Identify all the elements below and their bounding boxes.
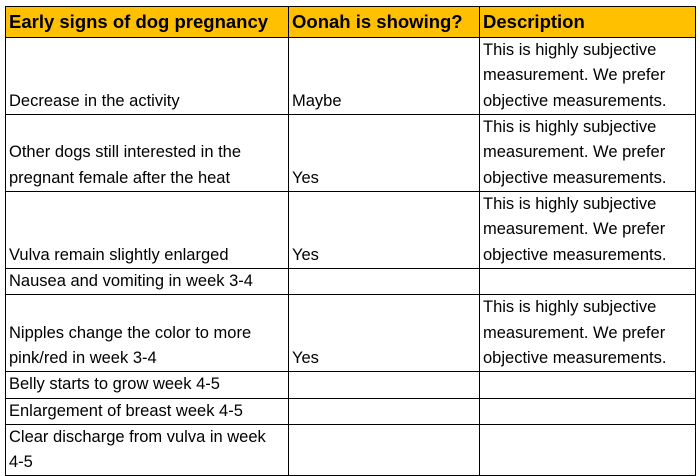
table-row bbox=[6, 192, 696, 269]
description-text: measurement. We prefer bbox=[483, 66, 666, 85]
sign-cell bbox=[6, 269, 289, 295]
description-cell bbox=[480, 192, 696, 269]
description-text: objective measurements. bbox=[483, 245, 667, 264]
description-text: This is highly subjective bbox=[483, 298, 657, 317]
sign-cell bbox=[6, 398, 289, 424]
description-text: measurement. We prefer bbox=[483, 143, 666, 162]
description-text: measurement. We prefer bbox=[483, 323, 666, 342]
header-row bbox=[6, 7, 696, 38]
description-text: This is highly subjective bbox=[483, 41, 657, 60]
description-text: measurement. We prefer bbox=[483, 220, 666, 239]
sign-cell bbox=[6, 192, 289, 269]
showing-cell bbox=[289, 398, 480, 424]
description-cell bbox=[480, 424, 696, 476]
sign-text: pregnant female after the heat bbox=[9, 168, 231, 187]
description-text: objective measurements. bbox=[483, 168, 667, 187]
table-row bbox=[6, 115, 696, 192]
sign-text: Vulva remain slightly enlarged bbox=[9, 245, 229, 264]
sign-text: Nipples change the color to more bbox=[9, 323, 252, 342]
sign-cell bbox=[6, 38, 289, 115]
description-cell bbox=[480, 372, 696, 398]
sign-text: Nausea and vomiting in week 3-4 bbox=[9, 272, 253, 290]
table-row bbox=[6, 295, 696, 372]
description-text: This is highly subjective bbox=[483, 195, 657, 214]
description-cell bbox=[480, 398, 696, 424]
table-row bbox=[6, 424, 696, 476]
table-row bbox=[6, 372, 696, 398]
sign-text: Enlargement of breast week 4-5 bbox=[9, 401, 243, 420]
header-description: Description bbox=[480, 7, 696, 38]
showing-cell: Maybe bbox=[289, 38, 480, 115]
sign-cell bbox=[6, 372, 289, 398]
sign-text: Decrease in the activity bbox=[9, 91, 180, 110]
sign-cell bbox=[6, 115, 289, 192]
table-row bbox=[6, 269, 696, 295]
sign-text: Belly starts to grow week 4-5 bbox=[9, 375, 220, 394]
description-cell bbox=[480, 295, 696, 372]
description-cell bbox=[480, 115, 696, 192]
sign-text: Clear discharge from vulva in week bbox=[9, 427, 266, 446]
description-cell bbox=[480, 38, 696, 115]
sign-text: Other dogs still interested in the bbox=[9, 143, 242, 162]
showing-cell: Yes bbox=[289, 295, 480, 372]
table-row bbox=[6, 38, 696, 115]
showing-cell bbox=[289, 269, 480, 295]
header-sign: Early signs of dog pregnancy bbox=[6, 7, 289, 38]
description-text: This is highly subjective bbox=[483, 118, 657, 137]
sign-cell bbox=[6, 424, 289, 476]
header-showing: Oonah is showing? bbox=[289, 7, 480, 38]
description-text: objective measurements. bbox=[483, 91, 667, 110]
showing-cell: Yes bbox=[289, 115, 480, 192]
showing-cell: Yes bbox=[289, 192, 480, 269]
sign-cell bbox=[6, 295, 289, 372]
description-text: objective measurements. bbox=[483, 349, 667, 367]
showing-cell bbox=[289, 424, 480, 476]
description-cell bbox=[480, 269, 696, 295]
sign-text: pink/red in week 3-4 bbox=[9, 349, 157, 367]
table-row bbox=[6, 398, 696, 424]
pregnancy-signs-table bbox=[5, 6, 696, 476]
showing-cell bbox=[289, 372, 480, 398]
sign-text: 4-5 bbox=[9, 453, 33, 472]
